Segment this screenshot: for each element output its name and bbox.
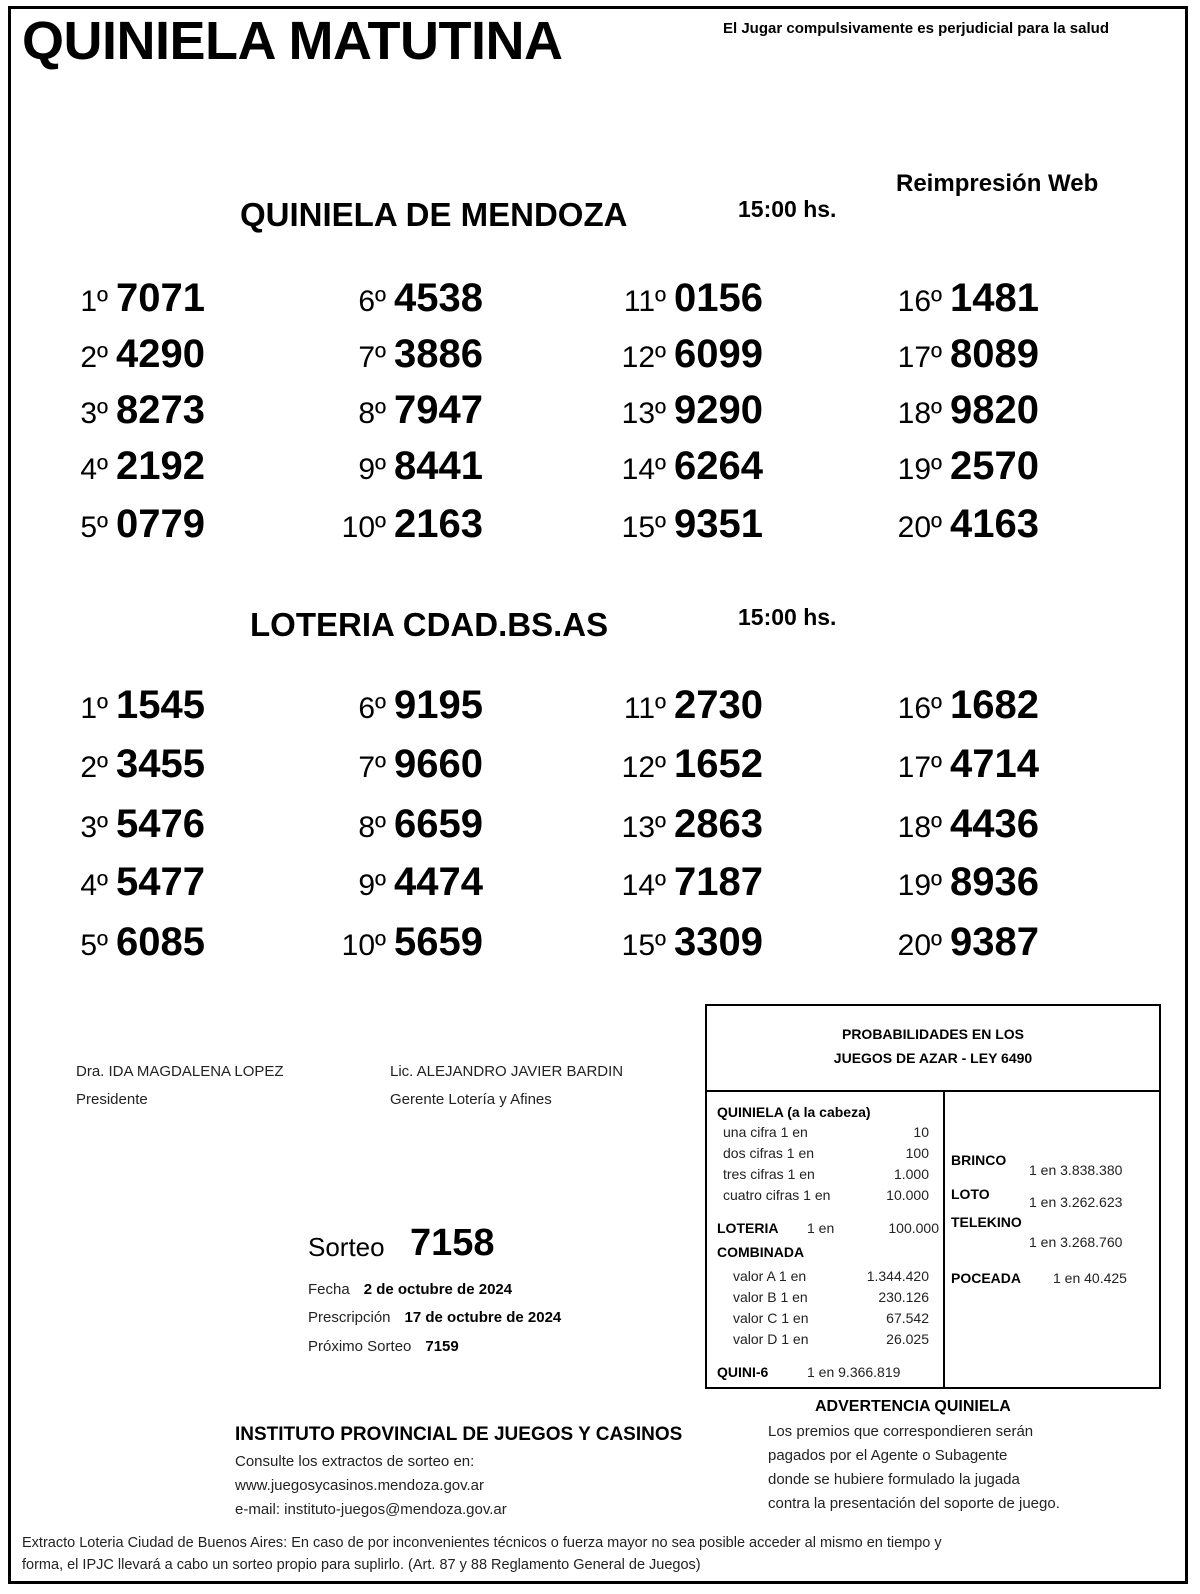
draw-position: 7º — [358, 341, 386, 374]
draw-position: 2º — [80, 341, 108, 374]
combinada-odds-label: COMBINADA — [717, 1244, 805, 1260]
draw-position: 11º — [623, 285, 666, 318]
draw-number: 6099 — [674, 332, 763, 376]
draw-number: 1682 — [950, 683, 1039, 727]
page-title: QUINIELA MATUTINA — [22, 11, 563, 71]
draw-position: 6º — [358, 285, 386, 318]
odds-row-label: valor A 1 en — [733, 1268, 807, 1284]
draw-position: 1º — [80, 285, 108, 318]
draw-number: 4290 — [116, 332, 205, 376]
odds-row-value: 67.542 — [886, 1310, 929, 1326]
poceada-odds-label: POCEADA — [951, 1270, 1022, 1286]
telekino-odds-label: TELEKINO — [951, 1214, 1022, 1230]
draw-number: 4714 — [950, 742, 1039, 786]
draw-number: 1481 — [950, 276, 1039, 320]
draw-position: 3º — [80, 811, 108, 844]
draw-number: 9820 — [950, 388, 1039, 432]
draw-item — [878, 388, 1039, 433]
draw-number: 8936 — [950, 860, 1039, 904]
advertencia-line: contra la presentación del soporte de juego. — [768, 1495, 1060, 1512]
draw-item — [878, 683, 1039, 728]
draw-position: 5º — [80, 511, 108, 544]
loteria-odds-value: 100.000 — [888, 1220, 939, 1236]
draw-position: 10º — [341, 929, 386, 962]
draw-item — [602, 742, 763, 787]
draw-item — [602, 920, 763, 965]
draw-item — [322, 802, 483, 847]
sorteo-number: 7158 — [410, 1222, 495, 1264]
signature-left — [76, 1058, 284, 1114]
signature-right — [390, 1058, 623, 1114]
draw-item — [878, 276, 1039, 321]
draw-position: 15º — [621, 511, 666, 544]
draw-number: 9195 — [394, 683, 483, 727]
odds-row-label: valor D 1 en — [733, 1331, 809, 1347]
fecha-row — [308, 1281, 512, 1298]
mendoza-title: QUINIELA DE MENDOZA — [240, 196, 628, 233]
draw-number: 4538 — [394, 276, 483, 320]
draw-number: 0779 — [116, 502, 205, 546]
odds-row-value: 26.025 — [886, 1331, 929, 1347]
advertencia-title: ADVERTENCIA QUINIELA — [815, 1398, 1011, 1415]
draw-item — [44, 332, 205, 377]
draw-position: 20º — [897, 929, 942, 962]
draw-item — [322, 444, 483, 489]
draw-number: 7947 — [394, 388, 483, 432]
draw-position: 16º — [897, 285, 942, 318]
draw-item — [44, 860, 205, 905]
probabilities-title-line2: JUEGOS DE AZAR - LEY 6490 — [833, 1050, 1033, 1066]
draw-number: 9660 — [394, 742, 483, 786]
draw-item — [878, 444, 1039, 489]
signature-right-name: Lic. ALEJANDRO JAVIER BARDIN — [390, 1063, 624, 1080]
draw-position: 2º — [80, 751, 108, 784]
mendoza-time: 15:00 hs. — [738, 196, 837, 222]
draw-position: 20º — [897, 511, 942, 544]
prescripcion-label: Prescripción — [308, 1309, 391, 1326]
draw-number: 8089 — [950, 332, 1039, 376]
signature-left-role: Presidente — [76, 1091, 148, 1108]
draw-item — [44, 683, 205, 728]
probabilities-box — [705, 1004, 1161, 1389]
loteria-odds-text: 1 en — [807, 1220, 835, 1236]
draw-item — [322, 332, 483, 377]
draw-item — [44, 802, 205, 847]
draw-number: 2163 — [394, 502, 483, 546]
odds-row-label: valor B 1 en — [733, 1289, 808, 1305]
odds-row-label: valor C 1 en — [733, 1310, 809, 1326]
odds-row-value: 1.000 — [893, 1166, 929, 1182]
draw-position: 17º — [897, 341, 942, 374]
draw-item — [602, 444, 763, 489]
draw-item — [878, 920, 1039, 965]
instituto-info — [235, 1450, 507, 1522]
signature-left-name: Dra. IDA MAGDALENA LOPEZ — [76, 1063, 284, 1080]
bsas-time: 15:00 hs. — [738, 604, 837, 630]
draw-number: 4474 — [394, 860, 483, 904]
draw-position: 3º — [80, 397, 108, 430]
draw-position: 14º — [621, 869, 666, 902]
loto-odds-label: LOTO — [951, 1186, 990, 1202]
fecha-label: Fecha — [308, 1281, 350, 1298]
draw-position: 18º — [897, 811, 942, 844]
advertencia-text — [768, 1420, 1060, 1516]
draw-number: 1652 — [674, 742, 763, 786]
draw-item — [322, 276, 483, 321]
draw-item — [322, 683, 483, 728]
draw-position: 6º — [358, 692, 386, 725]
draw-position: 12º — [621, 751, 666, 784]
draw-item — [602, 802, 763, 847]
draw-item — [44, 276, 205, 321]
advertencia-line: Los premios que correspondieren serán — [768, 1423, 1034, 1440]
instituto-email-link[interactable]: e-mail: instituto-juegos@mendoza.gov.ar — [235, 1501, 507, 1518]
brinco-odds-label: BRINCO — [951, 1152, 1007, 1168]
footer-line-2: forma, el IPJC llevará a cabo un sorteo propio para suplirlo. (Art. 87 y 88 Reglamento General de Juegos) — [22, 1557, 701, 1573]
draw-position: 13º — [621, 397, 666, 430]
quiniela-odds-title: QUINIELA (a la cabeza) — [717, 1104, 871, 1120]
draw-position: 4º — [80, 869, 108, 902]
draw-item — [322, 860, 483, 905]
quini6-odds-value: 1 en 9.366.819 — [807, 1364, 901, 1380]
proximo-value: 7159 — [425, 1338, 459, 1355]
draw-item — [602, 860, 763, 905]
draw-number: 4163 — [950, 502, 1039, 546]
odds-row-value: 1.344.420 — [866, 1268, 929, 1284]
loto-odds-value: 1 en 3.262.623 — [1029, 1194, 1123, 1210]
odds-row-value: 100 — [905, 1145, 929, 1161]
proximo-row — [308, 1338, 459, 1355]
draw-item — [44, 920, 205, 965]
draw-position: 4º — [80, 453, 108, 486]
draw-item — [322, 502, 483, 547]
proximo-label: Próximo Sorteo — [308, 1338, 412, 1355]
odds-row-value: 10 — [913, 1124, 929, 1140]
draw-item — [602, 388, 763, 433]
draw-number: 2570 — [950, 444, 1039, 488]
draw-number: 2730 — [674, 683, 763, 727]
draw-number: 6085 — [116, 920, 205, 964]
odds-row-label: cuatro cifras 1 en — [723, 1187, 831, 1203]
draw-item — [602, 332, 763, 377]
probabilities-divider — [943, 1092, 945, 1389]
draw-number: 2192 — [116, 444, 205, 488]
footer-note — [22, 1532, 942, 1576]
draw-position: 15º — [621, 929, 666, 962]
advertencia-line: donde se hubiere formulado la jugada — [768, 1471, 1020, 1488]
draw-number: 3886 — [394, 332, 483, 376]
draw-position: 11º — [623, 692, 666, 725]
draw-number: 9290 — [674, 388, 763, 432]
draw-number: 7071 — [116, 276, 205, 320]
draw-number: 3455 — [116, 742, 205, 786]
draw-number: 9351 — [674, 502, 763, 546]
draw-number: 0156 — [674, 276, 763, 320]
instituto-title: INSTITUTO PROVINCIAL DE JUEGOS Y CASINOS — [235, 1424, 683, 1445]
probabilities-header — [707, 1006, 1159, 1092]
draw-item — [322, 742, 483, 787]
odds-row-value: 10.000 — [886, 1187, 929, 1203]
odds-row-value: 230.126 — [878, 1289, 929, 1305]
prescripcion-row — [308, 1309, 561, 1326]
draw-item — [602, 683, 763, 728]
odds-row-label: tres cifras 1 en — [723, 1166, 815, 1182]
draw-number: 7187 — [674, 860, 763, 904]
draw-position: 14º — [621, 453, 666, 486]
draw-item — [44, 502, 205, 547]
draw-number: 6264 — [674, 444, 763, 488]
draw-item — [322, 920, 483, 965]
brinco-odds-value: 1 en 3.838.380 — [1029, 1162, 1123, 1178]
loteria-odds-label: LOTERIA — [717, 1220, 779, 1236]
draw-number: 3309 — [674, 920, 763, 964]
draw-position: 8º — [358, 811, 386, 844]
draw-item — [878, 502, 1039, 547]
draw-item — [602, 502, 763, 547]
instituto-website-link[interactable]: www.juegosycasinos.mendoza.gov.ar — [235, 1477, 485, 1494]
draw-item — [602, 276, 763, 321]
telekino-odds-value: 1 en 3.268.760 — [1029, 1234, 1123, 1250]
draw-position: 12º — [621, 341, 666, 374]
draw-position: 18º — [897, 397, 942, 430]
fecha-value: 2 de octubre de 2024 — [363, 1281, 513, 1298]
draw-position: 19º — [897, 453, 942, 486]
draw-position: 19º — [897, 869, 942, 902]
draw-position: 17º — [897, 751, 942, 784]
draw-item — [878, 860, 1039, 905]
prescripcion-value: 17 de octubre de 2024 — [404, 1309, 562, 1326]
bsas-title: LOTERIA CDAD.BS.AS — [250, 606, 609, 643]
draw-number: 5476 — [116, 802, 205, 846]
draw-number: 1545 — [116, 683, 205, 727]
draw-item — [878, 802, 1039, 847]
probabilities-title-line1: PROBABILIDADES EN LOS — [841, 1026, 1024, 1042]
draw-item — [878, 742, 1039, 787]
health-warning: El Jugar compulsivamente es perjudicial para la salud — [723, 20, 1109, 37]
draw-position: 13º — [621, 811, 666, 844]
advertencia-line: pagados por el Agente o Subagente — [768, 1447, 1008, 1464]
signature-right-role: Gerente Lotería y Afines — [390, 1091, 552, 1108]
draw-position: 1º — [80, 692, 108, 725]
poceada-odds-value: 1 en 40.425 — [1053, 1270, 1127, 1286]
draw-position: 10º — [341, 511, 386, 544]
sorteo-label: Sorteo — [308, 1232, 385, 1262]
draw-item — [44, 444, 205, 489]
draw-number: 2863 — [674, 802, 763, 846]
draw-position: 5º — [80, 929, 108, 962]
draw-number: 8441 — [394, 444, 483, 488]
draw-item — [878, 332, 1039, 377]
reprint-label: Reimpresión Web — [896, 170, 1099, 197]
draw-number: 6659 — [394, 802, 483, 846]
draw-position: 7º — [358, 751, 386, 784]
draw-number: 5477 — [116, 860, 205, 904]
instituto-consulte: Consulte los extractos de sorteo en: — [235, 1453, 475, 1470]
odds-row-label: una cifra 1 en — [723, 1124, 808, 1140]
draw-position: 9º — [358, 453, 386, 486]
draw-position: 9º — [358, 869, 386, 902]
quini6-odds-label: QUINI-6 — [717, 1364, 769, 1380]
footer-line-1: Extracto Loteria Ciudad de Buenos Aires: En caso de por inconvenientes técnicos o fuerza mayor no sea posible acceder al mismo en tiempo y — [22, 1535, 942, 1551]
draw-number: 8273 — [116, 388, 205, 432]
odds-row-label: dos cifras 1 en — [723, 1145, 815, 1161]
draw-item — [44, 742, 205, 787]
draw-position: 16º — [897, 692, 942, 725]
draw-number: 5659 — [394, 920, 483, 964]
draw-number: 4436 — [950, 802, 1039, 846]
draw-item — [322, 388, 483, 433]
draw-item — [44, 388, 205, 433]
draw-position: 8º — [358, 397, 386, 430]
draw-number: 9387 — [950, 920, 1039, 964]
